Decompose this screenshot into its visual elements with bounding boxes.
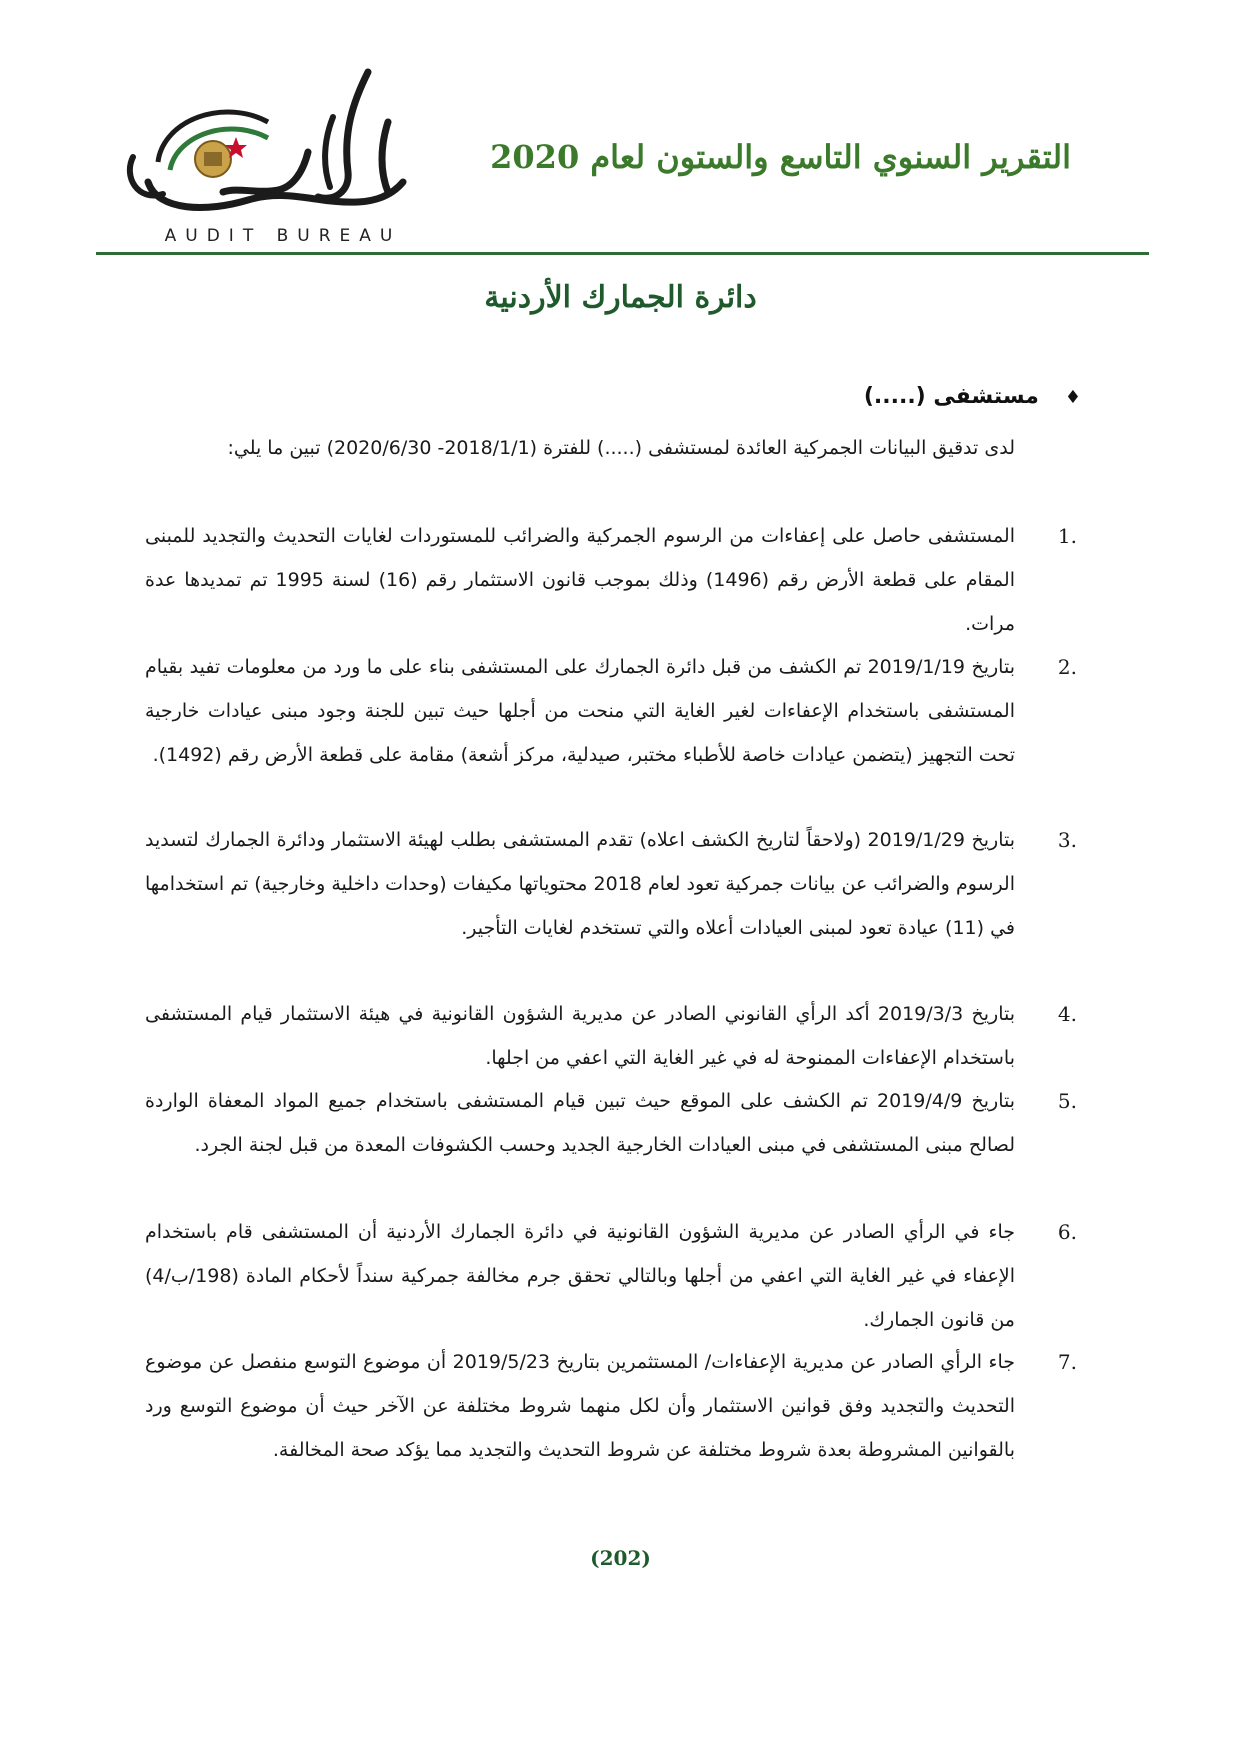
- audit-bureau-logo: [118, 62, 418, 252]
- diamond-bullet-icon: ♦: [1064, 387, 1081, 408]
- sub-heading: [864, 384, 1081, 409]
- logo-caption: AUDIT BUREAU: [164, 226, 402, 246]
- list-item: [145, 818, 1077, 950]
- list-item: [145, 992, 1077, 1080]
- item-text: بتاريخ 2019/4/9 تم الكشف على الموقع حيث تبين قيام المستشفى باستخدام جميع المواد المعفاة الواردة لصالح مبنى المستشفى في مبنى العيادات الخارجية الجديد وحسب الكشوفات المعدة من قبل لجنة الجرد.: [145, 1090, 1016, 1156]
- header-divider: [96, 252, 1149, 255]
- list-item: [145, 514, 1077, 646]
- item-number: 7.: [1057, 1350, 1077, 1374]
- page-number: (202): [590, 1546, 651, 1570]
- item-text: جاء في الرأي الصادر عن مديرية الشؤون القانونية في دائرة الجمارك الأردنية أن المستشفى قام باستخدام الإعفاء في غير الغاية التي اعفي من أجلها وبالتالي تحقق جرم مخالفة جمركية سنداً لأحكام المادة (198/ب/4) من قانون الجمارك.: [145, 1221, 1015, 1331]
- item-text: بتاريخ 2019/1/29 (ولاحقاً لتاريخ الكشف اعلاه) تقدم المستشفى بطلب لهيئة الاستثمار ودائرة الجمارك لتسديد الرسوم والضرائب عن بيانات جمركية تعود لعام 2018 محتوياتها مكيفات (وحدات داخلية وخارجية) تم استخدامها في (11) عيادة تعود لمبنى العيادات أعلاه والتي تستخدم لغايات التأجير.: [145, 829, 1015, 939]
- list-item: [145, 645, 1077, 777]
- item-text: بتاريخ 2019/1/19 تم الكشف من قبل دائرة الجمارك على المستشفى بناء على ما ورد من معلومات تفيد بقيام المستشفى باستخدام الإعفاءات لغير الغاية التي منحت من أجلها حيث تبين للجنة وجود مبنى عيادات خارجية تحت التجهيز (يتضمن عيادات خاصة للأطباء مختبر، صيدلية، مركز أشعة) مقامة على قطعة الأرض رقم (1492).: [145, 656, 1015, 766]
- sub-heading-text: مستشفى (.....): [863, 384, 1039, 409]
- item-text: المستشفى حاصل على إعفاءات من الرسوم الجمركية والضرائب للمستوردات لغايات التحديث والتجديد للمبنى المقام على قطعة الأرض رقم (1496) وذلك بموجب قانون الاستثمار رقم (16) لسنة 1995 تم تمديدها عدة مرات.: [145, 525, 1015, 635]
- item-number: 3.: [1057, 828, 1077, 852]
- list-item: [145, 1340, 1077, 1472]
- item-number: 4.: [1057, 1002, 1077, 1026]
- item-number: 6.: [1057, 1220, 1077, 1244]
- item-text: بتاريخ 2019/3/3 أكد الرأي القانوني الصادر عن مديرية الشؤون القانونية في هيئة الاستثمار قيام المستشفى باستخدام الإعفاءات الممنوحة له في غير الغاية التي اعفي من اجلها.: [145, 1003, 1015, 1069]
- list-item: [145, 1210, 1077, 1342]
- list-item: [145, 1079, 1077, 1167]
- report-title: التقرير السنوي التاسع والستون لعام 2020: [490, 138, 1071, 176]
- intro-paragraph: لدى تدقيق البيانات الجمركية العائدة لمستشفى (.....) للفترة (2018/1/1- 2020/6/30) تبين ما يلي:: [227, 437, 1015, 459]
- logo-calligraphy-icon: [118, 62, 418, 232]
- item-number: 1.: [1057, 524, 1077, 548]
- item-number: 2.: [1057, 655, 1077, 679]
- item-number: 5.: [1057, 1089, 1077, 1113]
- item-text: جاء الرأي الصادر عن مديرية الإعفاءات/ المستثمرين بتاريخ 2019/5/23 أن موضوع التوسع منفصل عن موضوع التحديث والتجديد وفق قوانين الاستثمار وأن لكل منهما شروط مختلفة عن الآخر حيث أن موضوع التوسع ورد بالقوانين المشروطة بعدة شروط مختلفة عن شروط التحديث والتجديد مما يؤكد صحة المخالفة.: [145, 1351, 1015, 1461]
- section-title: دائرة الجمارك الأردنية: [484, 280, 757, 315]
